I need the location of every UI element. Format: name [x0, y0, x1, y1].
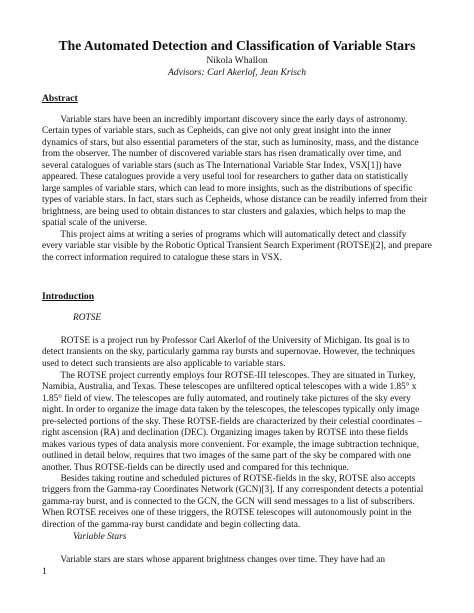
advisors-line: Advisors: Carl Akerlof, Jean Krisch — [167, 67, 307, 78]
paragraph-line: right ascension (RA) and declination (DEC). Organizing images taken by ROTSE into these fields — [42, 428, 408, 439]
page-number: 1 — [42, 566, 47, 577]
paragraph-line: pre-selected portions of the sky. These ROTSE-fields are characterized by their celestial coordinates – — [42, 416, 422, 427]
paragraph-line: This project aims at writing a series of programs which will automatically detect and classify — [42, 230, 407, 240]
paragraph-line: appeared. These catalogues provide a very useful tool for researchers to gather data on statistically — [42, 172, 409, 183]
paragraph-line: outlined in detail below, requires that two images of the same part of the sky be compared with one — [42, 451, 411, 462]
paragraph-line: from the observer. The number of discovered variable stars has risen dramatically over time, and — [42, 149, 402, 160]
intro-paragraph-3 — [42, 474, 432, 531]
abstract-paragraph-2 — [42, 230, 432, 264]
paragraph-line: every variable star visible by the Robotic Optical Transient Search Experiment (ROTSE)[2], and prepare — [42, 241, 432, 252]
paragraph-line: Besides taking routine and scheduled pictures of ROTSE-fields in the sky, ROTSE also accepts — [42, 474, 416, 484]
intro-paragraph-2 — [42, 371, 432, 474]
paragraph-line: detect transients on the sky, particularly gamma ray bursts and supernovae. However, the techniques — [42, 347, 415, 358]
introduction-heading: Introduction — [42, 291, 95, 302]
paragraph-line: types of variable stars. In fact, stars such as Cepheids, whose distance can be readily inferred from their — [42, 195, 428, 206]
paragraph-line: direction of the gamma-ray burst candidate and begin collecting data. — [42, 519, 301, 530]
paragraph-line: Variable stars are stars whose apparent brightness changes over time. They have had an — [42, 555, 386, 565]
rotse-subheading: ROTSE — [73, 313, 102, 323]
paper-title: The Automated Detection and Classification of Variable Stars — [58, 38, 416, 53]
paragraph-line: Namibia, Australia, and Texas. These telescopes are unfiltered optical telescopes with a wide 1.85° x — [42, 382, 417, 393]
paragraph-line: several catalogues of variable stars (such as The International Variable Star Index, VSX[1]) have — [42, 160, 402, 171]
paragraph-line: triggers from the Gamma-ray Coordinates Network (GCN)[3]. If any correspondent detects a potential — [42, 485, 424, 496]
abstract-heading: Abstract — [42, 93, 78, 104]
paragraph-line: ROTSE is a project run by Professor Carl Akerlof of the University of Michigan. Its goal is to — [42, 336, 410, 346]
paragraph-line: night. In order to organize the image data taken by the telescopes, the telescopes typically only image — [42, 405, 420, 416]
paragraph-line: spatial scale of the universe. — [42, 218, 148, 229]
paragraph-line: brightness, are being used to obtain distances to star clusters and galaxies, which helps to map the — [42, 206, 406, 217]
paragraph-line: Variable stars have been an incredibly important discovery since the early days of astronomy. — [42, 115, 408, 125]
paragraph-line: makes various types of data analysis more convenient. For example, the image subtraction technique, — [42, 439, 419, 450]
intro-paragraph-4 — [42, 555, 432, 566]
paragraph-line: When ROTSE receives one of these triggers, the ROTSE telescopes will autonomously point in the — [42, 508, 412, 519]
author-name: Nikola Whallon — [206, 55, 268, 66]
paragraph-line: gamma-ray burst, and is connected to the GCN, the GCN will send messages to a list of subscribers. — [42, 496, 415, 507]
paragraph-line: The ROTSE project currently employs four ROTSE-III telescopes. They are situated in Turkey, — [42, 371, 416, 381]
paragraph-line: 1.85° field of view. The telescopes are fully automated, and routinely take pictures of the sky every — [42, 393, 411, 404]
paragraph-line: used to detect such transients are also applicable to variable stars. — [42, 358, 286, 369]
variable-stars-subheading: Variable Stars — [73, 532, 127, 542]
paragraph-line: the correct information required to catalogue these stars in VSX. — [42, 252, 282, 263]
paragraph-line: large samples of variable stars, which can lead to more insights, such as the distributions of specific — [42, 183, 413, 194]
abstract-paragraph-1 — [42, 115, 432, 230]
paragraph-line: dynamics of stars, but also essential parameters of the star, such as luminosity, mass, and the distance — [42, 137, 419, 148]
paragraph-line: Certain types of variable stars, such as Cepheids, can give not only great insight into the inner — [42, 126, 392, 137]
paragraph-line: another. Thus ROTSE-fields can be directly used and compared for this technique. — [42, 462, 349, 473]
intro-paragraph-1 — [42, 336, 432, 370]
